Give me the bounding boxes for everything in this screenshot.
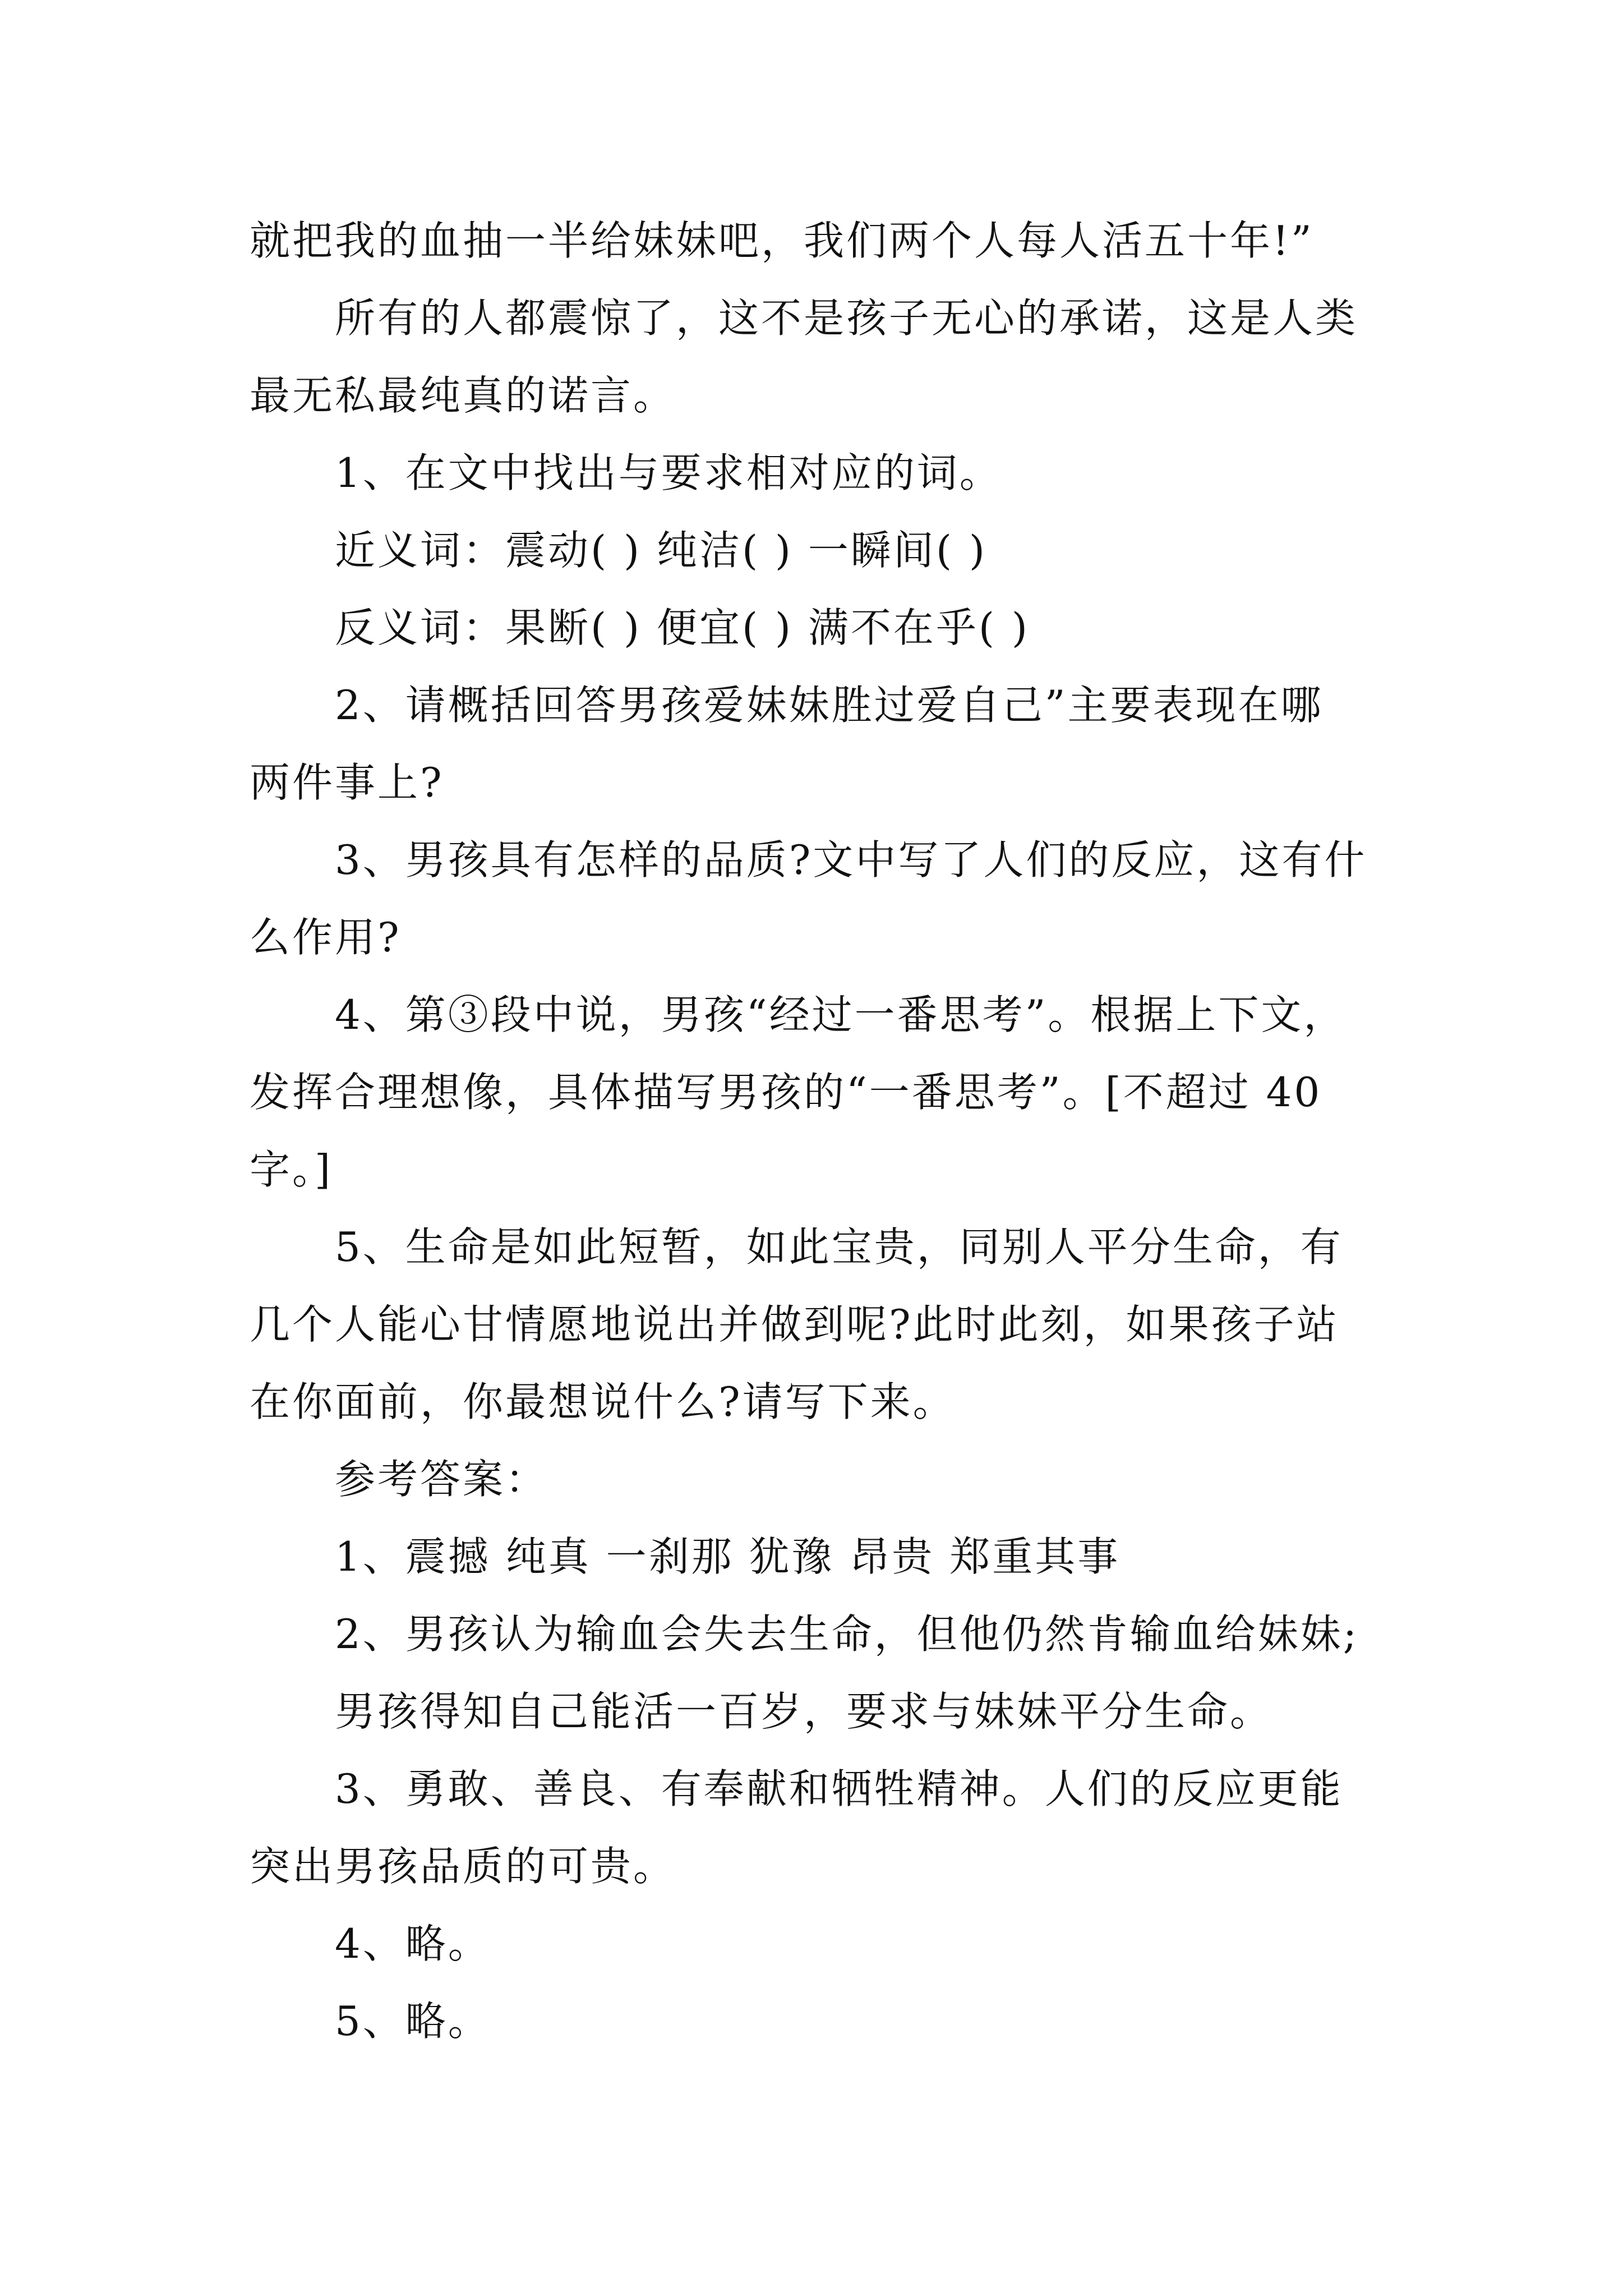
question-4-line: 发挥合理想像，具体描写男孩的“一番思考”。[不超过 40 <box>250 1069 1322 1116</box>
answer-4-line: 4、略。 <box>335 1920 491 1967</box>
question-5-line: 5、生命是如此短暂，如此宝贵，同别人平分生命，有 <box>335 1223 1343 1271</box>
answer-3-line: 突出男孩品质的可贵。 <box>250 1843 676 1890</box>
answer-2-line: 2、男孩认为输血会失去生命，但他仍然肯输血给妹妹; <box>335 1611 1359 1658</box>
question-5-line: 在你面前，你最想说什么?请写下来。 <box>250 1378 956 1425</box>
question-3-line: 3、男孩具有怎样的品质?文中写了人们的反应，这有什 <box>335 836 1367 884</box>
answer-1-line: 1、震撼 纯真 一刹那 犹豫 昂贵 郑重其事 <box>335 1533 1121 1580</box>
question-5-line: 几个人能心甘情愿地说出并做到呢?此时此刻，如果孩子站 <box>250 1301 1339 1348</box>
question-2-line: 2、请概括回答男孩爱妹妹胜过爱自己”主要表现在哪 <box>335 682 1324 729</box>
answer-5-line: 5、略。 <box>335 1998 491 2045</box>
question-1-line: 1、在文中找出与要求相对应的词。 <box>335 449 1002 496</box>
document-body <box>250 202 1382 2060</box>
paragraph-line: 最无私最纯真的诺言。 <box>250 372 676 419</box>
question-3-line: 么作用? <box>250 914 402 961</box>
paragraph-line: 所有的人都震惊了，这不是孩子无心的承诺，这是人类 <box>335 295 1358 342</box>
question-4-line: 字。] <box>250 1146 333 1193</box>
answers-heading: 参考答案： <box>335 1456 548 1503</box>
synonym-line: 近义词：震动( ) 纯洁( ) 一瞬间( ) <box>335 527 987 574</box>
answer-3-line: 3、勇敢、善良、有奉献和牺牲精神。人们的反应更能 <box>335 1765 1343 1812</box>
question-2-line: 两件事上? <box>250 759 444 806</box>
paragraph-line: 就把我的血抽一半给妹妹吧，我们两个人每人活五十年!” <box>250 217 1314 264</box>
answer-2-line: 男孩得知自己能活一百岁，要求与妹妹平分生命。 <box>335 1688 1273 1735</box>
question-4-line: 4、第③段中说，男孩“经过一番思考”。根据上下文， <box>335 991 1347 1038</box>
antonym-line: 反义词：果断( ) 便宜( ) 满不在乎( ) <box>335 604 1030 651</box>
